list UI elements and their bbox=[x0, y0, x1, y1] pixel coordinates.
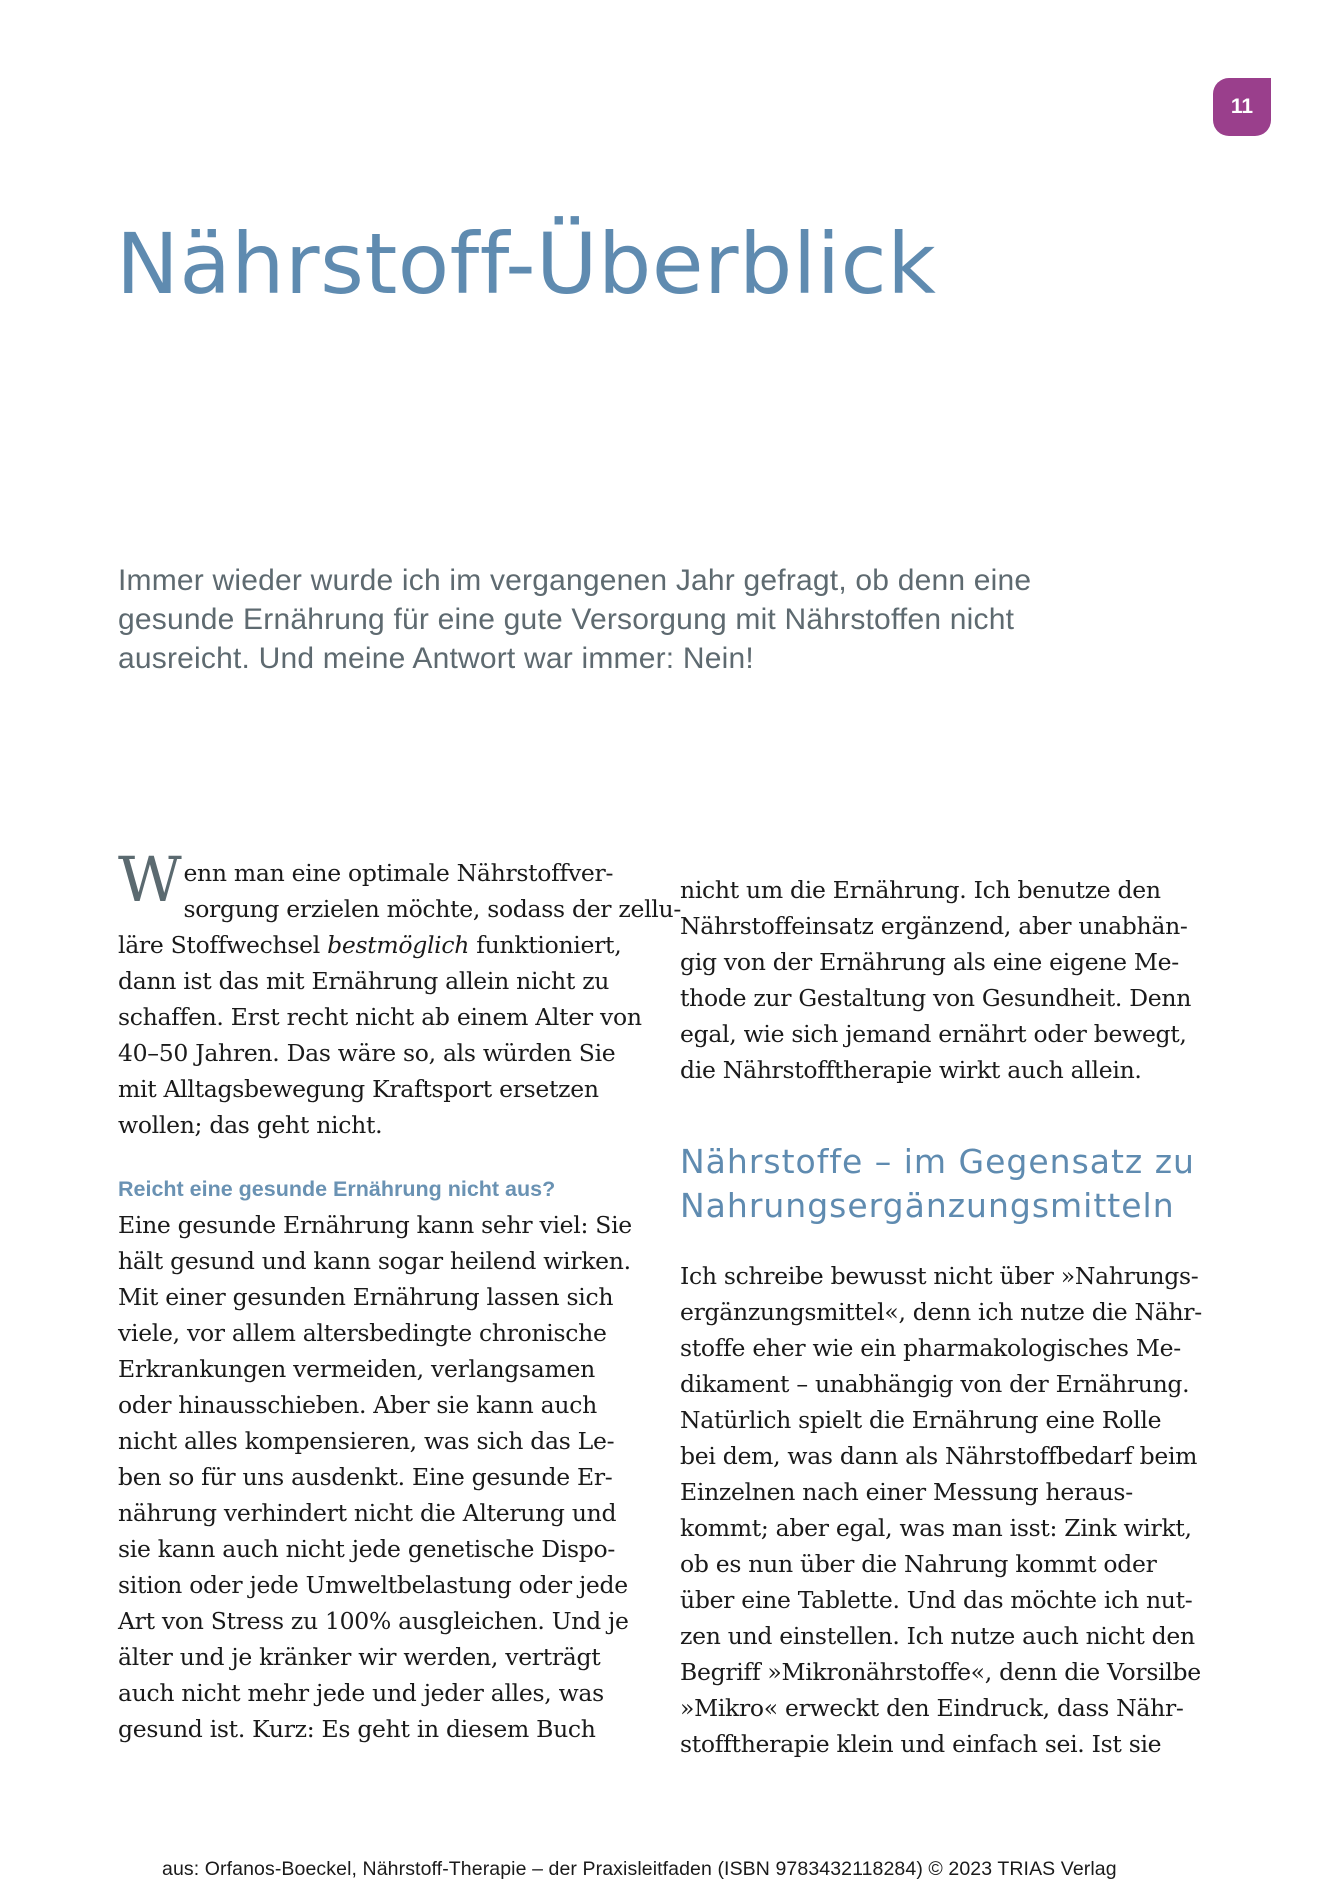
text-line: dikament – unabhängig von der Ernährung. bbox=[680, 1370, 1190, 1398]
text-line: Nährstoffeinsatz ergänzend, aber unabhän- bbox=[680, 912, 1188, 940]
text-line: mit Alltagsbewegung Kraftsport ersetzen bbox=[118, 1075, 599, 1103]
text-line: auch nicht mehr jede und jeder alles, was bbox=[118, 1679, 604, 1707]
text-line: stoffe eher wie ein pharmakologisches Me- bbox=[680, 1334, 1181, 1362]
emphasis-text: bestmöglich bbox=[327, 931, 470, 959]
heading-line: Nahrungsergänzungsmitteln bbox=[680, 1186, 1175, 1225]
continued-paragraph bbox=[680, 872, 1200, 1088]
text-line: nährung verhindert nicht die Alterung und bbox=[118, 1499, 617, 1527]
text-fragment: läre Stoffwechsel bbox=[118, 931, 328, 959]
text-line: schaffen. Erst recht nicht ab einem Alter von bbox=[118, 1003, 642, 1031]
text-line: »Mikro« erweckt den Eindruck, dass Nähr- bbox=[680, 1694, 1184, 1722]
text-line: 40–50 Jahren. Das wäre so, als würden Sie bbox=[118, 1039, 616, 1067]
text-line: nicht alles kompensieren, was sich das Le- bbox=[118, 1427, 615, 1455]
text-line: Ich schreibe bewusst nicht über »Nahrungs- bbox=[680, 1262, 1199, 1290]
subheading: Reicht eine gesunde Ernährung nicht aus? bbox=[118, 1177, 556, 1201]
text-line: ergänzungsmittel«, denn ich nutze die Nähr- bbox=[680, 1298, 1202, 1326]
text-line: zen und einstellen. Ich nutze auch nicht den bbox=[680, 1622, 1195, 1650]
text-line: sorgung erzielen möchte, sodass der zellu- bbox=[183, 895, 681, 923]
text-line: Begriff »Mikronährstoffe«, denn die Vorsilbe bbox=[680, 1658, 1201, 1686]
body-paragraph bbox=[118, 1207, 638, 1747]
text-line: nicht um die Ernährung. Ich benutze den bbox=[680, 876, 1161, 904]
text-line: älter und je kränker wir werden, verträgt bbox=[118, 1643, 601, 1671]
text-line: bei dem, was dann als Nährstoffbedarf beim bbox=[680, 1442, 1198, 1470]
page-number-badge bbox=[1213, 78, 1271, 136]
lead-line: Immer wieder wurde ich im vergangenen Jahr gefragt, ob denn eine bbox=[118, 564, 1032, 597]
text-line: Mit einer gesunden Ernährung lassen sich bbox=[118, 1283, 614, 1311]
text-line: Eine gesunde Ernährung kann sehr viel: Sie bbox=[118, 1211, 632, 1239]
body-paragraph bbox=[680, 1258, 1200, 1762]
text-line: Art von Stress zu 100% ausgleichen. Und je bbox=[118, 1607, 629, 1635]
text-line: dann ist das mit Ernährung allein nicht zu bbox=[118, 967, 610, 995]
text-line: sition oder jede Umweltbelastung oder jede bbox=[118, 1571, 628, 1599]
text-line: egal, wie sich jemand ernährt oder bewegt, bbox=[680, 1020, 1187, 1048]
right-column bbox=[680, 872, 1200, 1762]
lead-paragraph bbox=[118, 561, 1118, 678]
text-line: ben so für uns ausdenkt. Eine gesunde Er- bbox=[118, 1463, 613, 1491]
text-line: hält gesund und kann sogar heilend wirken. bbox=[118, 1247, 631, 1275]
lead-line: ausreicht. Und meine Antwort war immer: Nein! bbox=[118, 642, 754, 675]
text-fragment: funktioniert, bbox=[469, 931, 622, 959]
section-heading bbox=[680, 1140, 1200, 1228]
text-line: viele, vor allem altersbedingte chronische bbox=[118, 1319, 607, 1347]
text-line: sie kann auch nicht jede genetische Dispo- bbox=[118, 1535, 615, 1563]
text-line: über eine Tablette. Und das möchte ich nut- bbox=[680, 1586, 1193, 1614]
drop-cap: W bbox=[118, 843, 182, 916]
lead-line: gesunde Ernährung für eine gute Versorgung mit Nährstoffen nicht bbox=[118, 603, 1015, 636]
text-line: gesund ist. Kurz: Es geht in diesem Buch bbox=[118, 1715, 596, 1743]
heading-line: Nährstoffe – im Gegensatz zu bbox=[680, 1142, 1195, 1181]
text-line bbox=[118, 927, 638, 963]
page-number: 11 bbox=[1230, 95, 1254, 118]
text-line: stofftherapie klein und einfach sei. Ist sie bbox=[680, 1730, 1162, 1758]
text-line: Einzelnen nach einer Messung heraus- bbox=[680, 1478, 1133, 1506]
intro-paragraph bbox=[118, 843, 681, 1143]
text-line: die Nährstofftherapie wirkt auch allein. bbox=[680, 1056, 1142, 1084]
text-line: wollen; das geht nicht. bbox=[118, 1111, 383, 1139]
text-line: Natürlich spielt die Ernährung eine Rolle bbox=[680, 1406, 1162, 1434]
page-title: Nährstoff-Überblick bbox=[116, 215, 937, 313]
text-line: thode zur Gestaltung von Gesundheit. Denn bbox=[680, 984, 1192, 1012]
text-line: gig von der Ernährung als eine eigene Me- bbox=[680, 948, 1179, 976]
text-line: oder hinausschieben. Aber sie kann auch bbox=[118, 1391, 597, 1419]
text-line: kommt; aber egal, was man isst: Zink wirkt, bbox=[680, 1514, 1192, 1542]
text-line: Erkrankungen vermeiden, verlangsamen bbox=[118, 1355, 595, 1383]
text-line: enn man eine optimale Nährstoffver- bbox=[183, 859, 614, 887]
footer-citation: aus: Orfanos-Boeckel, Nährstoff-Therapie – der Praxisleitfaden (ISBN 9783432118284) © 2023 TRIAS Verlag bbox=[162, 1858, 1117, 1880]
left-column bbox=[118, 843, 681, 1747]
text-line: ob es nun über die Nahrung kommt oder bbox=[680, 1550, 1157, 1578]
